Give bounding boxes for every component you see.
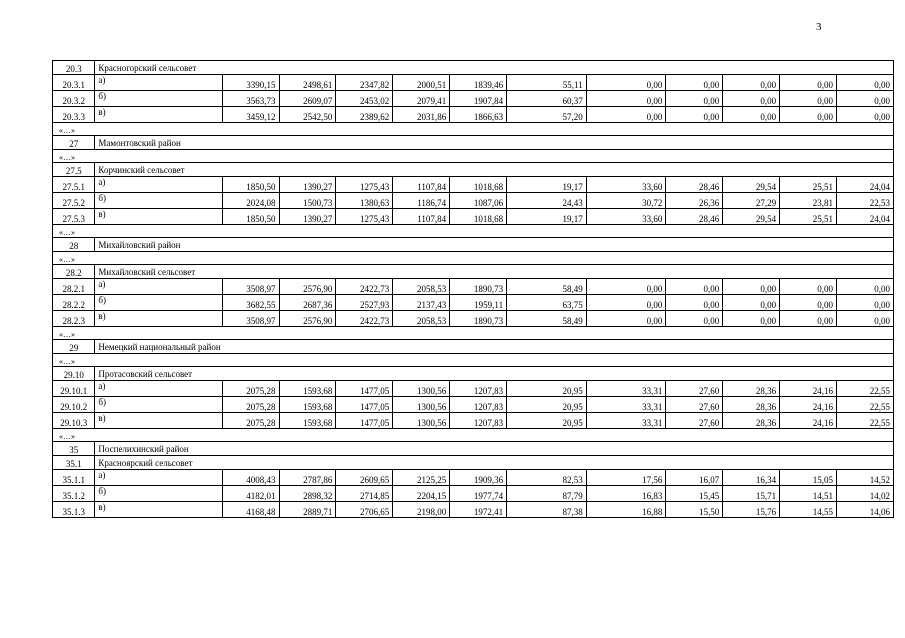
value-cell: 2422,73 [336,279,393,295]
value-cell: 33,31 [586,381,666,397]
value-cell: 3682,55 [222,295,279,311]
table-row [53,397,894,413]
value-cell: 26,36 [666,193,723,209]
value-cell: 1959,11 [450,295,507,311]
value-cell: 2527,93 [336,295,393,311]
value-cell: 19,17 [507,209,587,225]
section-name: Мамонтовский район [95,136,894,150]
value-cell: 1275,43 [336,209,393,225]
value-cell: 2000,51 [393,75,450,91]
section-code: 28 [53,238,95,252]
section-row [53,265,894,279]
omission-row [53,327,894,340]
value-cell: 1839,46 [450,75,507,91]
value-cell: 2706,65 [336,502,393,518]
section-code: 29.10 [53,367,95,381]
tariff-table [52,60,894,518]
row-code: 27.5.2 [53,193,95,209]
value-cell: 28,46 [666,209,723,225]
row-code: 20.3.3 [53,107,95,123]
value-cell: 14,06 [837,502,894,518]
row-code: 28.2.1 [53,279,95,295]
value-cell: 0,00 [723,107,780,123]
value-cell: 0,00 [586,107,666,123]
value-cell: 16,07 [666,470,723,486]
value-cell: 27,60 [666,413,723,429]
value-cell: 0,00 [586,279,666,295]
section-row [53,238,894,252]
section-name: Краснoярский сельсовет [95,456,894,470]
omission-marker: «…» [53,123,894,136]
value-cell: 28,36 [723,381,780,397]
value-cell: 63,75 [507,295,587,311]
section-row [53,367,894,381]
value-cell: 1907,84 [450,91,507,107]
value-cell: 1107,84 [393,209,450,225]
value-cell: 0,00 [837,91,894,107]
section-row [53,442,894,456]
value-cell: 28,36 [723,397,780,413]
value-cell: 29,54 [723,209,780,225]
omission-row [53,354,894,367]
value-cell: 1477,05 [336,397,393,413]
value-cell: 20,95 [507,413,587,429]
section-code: 35 [53,442,95,456]
value-cell: 0,00 [837,295,894,311]
row-code: 28.2.2 [53,295,95,311]
value-cell: 1380,63 [336,193,393,209]
value-cell: 2898,32 [279,486,336,502]
section-name: Корчинский сельсовет [95,163,894,177]
value-cell: 16,88 [586,502,666,518]
value-cell: 33,31 [586,397,666,413]
value-cell: 14,52 [837,470,894,486]
value-cell: 2058,53 [393,311,450,327]
value-cell: 14,02 [837,486,894,502]
section-name: Красногорский сельсовет [95,61,894,75]
value-cell: 1477,05 [336,413,393,429]
value-cell: 2498,61 [279,75,336,91]
value-cell: 58,49 [507,279,587,295]
section-name: Протасовский сельсовет [95,367,894,381]
value-cell: 2125,25 [393,470,450,486]
value-cell: 3508,97 [222,311,279,327]
table-row [53,311,894,327]
section-row [53,61,894,75]
value-cell: 1477,05 [336,381,393,397]
row-variant-label: б) [95,193,222,209]
value-cell: 24,16 [780,397,837,413]
row-variant-label: в) [95,107,222,123]
value-cell: 0,00 [666,279,723,295]
value-cell: 0,00 [837,75,894,91]
row-variant-label: в) [95,413,222,429]
value-cell: 2347,82 [336,75,393,91]
row-variant-label: в) [95,311,222,327]
section-name: Михайловский район [95,238,894,252]
value-cell: 1207,83 [450,397,507,413]
value-cell: 27,29 [723,193,780,209]
value-cell: 16,34 [723,470,780,486]
value-cell: 0,00 [666,311,723,327]
page-number: 3 [816,21,822,33]
omission-marker: «…» [53,150,894,163]
value-cell: 2787,86 [279,470,336,486]
value-cell: 3459,12 [222,107,279,123]
value-cell: 28,36 [723,413,780,429]
table-row [53,502,894,518]
value-cell: 22,55 [837,381,894,397]
omission-marker: «…» [53,327,894,340]
value-cell: 23,81 [780,193,837,209]
table-row [53,486,894,502]
value-cell: 1909,36 [450,470,507,486]
value-cell: 2075,28 [222,381,279,397]
value-cell: 4008,43 [222,470,279,486]
value-cell: 27,60 [666,381,723,397]
value-cell: 0,00 [586,75,666,91]
value-cell: 2542,50 [279,107,336,123]
row-code: 35.1.2 [53,486,95,502]
row-variant-label: а) [95,75,222,91]
value-cell: 0,00 [723,91,780,107]
section-name: Немецкий национальный район [95,340,894,354]
value-cell: 0,00 [666,91,723,107]
value-cell: 22,55 [837,413,894,429]
value-cell: 1186,74 [393,193,450,209]
row-variant-label: в) [95,209,222,225]
value-cell: 1850,50 [222,177,279,193]
value-cell: 2889,71 [279,502,336,518]
value-cell: 2075,28 [222,413,279,429]
value-cell: 1300,56 [393,397,450,413]
value-cell: 1300,56 [393,381,450,397]
section-code: 27 [53,136,95,150]
value-cell: 4168,48 [222,502,279,518]
value-cell: 1207,83 [450,413,507,429]
value-cell: 1018,68 [450,177,507,193]
row-code: 27.5.3 [53,209,95,225]
table-row [53,107,894,123]
value-cell: 1890,73 [450,311,507,327]
row-variant-label: б) [95,295,222,311]
value-cell: 0,00 [780,91,837,107]
value-cell: 1390,27 [279,177,336,193]
value-cell: 0,00 [666,107,723,123]
value-cell: 2079,41 [393,91,450,107]
value-cell: 22,55 [837,397,894,413]
value-cell: 1087,06 [450,193,507,209]
value-cell: 1275,43 [336,177,393,193]
value-cell: 1207,83 [450,381,507,397]
omission-row [53,150,894,163]
row-variant-label: а) [95,381,222,397]
value-cell: 24,04 [837,209,894,225]
value-cell: 15,05 [780,470,837,486]
row-code: 27.5.1 [53,177,95,193]
table-row [53,279,894,295]
table-row [53,295,894,311]
section-name: Михайловский сельсовет [95,265,894,279]
value-cell: 2075,28 [222,397,279,413]
row-code: 29.10.2 [53,397,95,413]
value-cell: 0,00 [586,311,666,327]
value-cell: 1500,73 [279,193,336,209]
value-cell: 0,00 [666,295,723,311]
table-row [53,177,894,193]
value-cell: 0,00 [586,295,666,311]
value-cell: 29,54 [723,177,780,193]
value-cell: 33,60 [586,209,666,225]
value-cell: 2024,08 [222,193,279,209]
value-cell: 2609,07 [279,91,336,107]
table-row [53,91,894,107]
value-cell: 0,00 [780,75,837,91]
section-row [53,456,894,470]
section-row [53,340,894,354]
value-cell: 1107,84 [393,177,450,193]
value-cell: 2198,00 [393,502,450,518]
table-body [53,61,894,518]
value-cell: 25,51 [780,209,837,225]
table-row [53,381,894,397]
omission-marker: «…» [53,429,894,442]
value-cell: 1972,41 [450,502,507,518]
value-cell: 0,00 [837,107,894,123]
value-cell: 1977,74 [450,486,507,502]
value-cell: 2389,62 [336,107,393,123]
section-row [53,136,894,150]
value-cell: 1593,68 [279,397,336,413]
value-cell: 87,79 [507,486,587,502]
value-cell: 14,55 [780,502,837,518]
value-cell: 58,49 [507,311,587,327]
value-cell: 1300,56 [393,413,450,429]
omission-row [53,225,894,238]
value-cell: 0,00 [837,311,894,327]
value-cell: 1390,27 [279,209,336,225]
value-cell: 0,00 [780,295,837,311]
value-cell: 24,16 [780,413,837,429]
row-code: 35.1.1 [53,470,95,486]
value-cell: 1018,68 [450,209,507,225]
value-cell: 24,43 [507,193,587,209]
value-cell: 0,00 [723,279,780,295]
value-cell: 0,00 [723,75,780,91]
row-code: 29.10.1 [53,381,95,397]
omission-row [53,252,894,265]
value-cell: 2609,65 [336,470,393,486]
value-cell: 33,31 [586,413,666,429]
value-cell: 2576,90 [279,311,336,327]
row-code: 28.2.3 [53,311,95,327]
value-cell: 24,16 [780,381,837,397]
value-cell: 30,72 [586,193,666,209]
row-code: 35.1.3 [53,502,95,518]
section-code: 27.5 [53,163,95,177]
section-code: 35.1 [53,456,95,470]
row-variant-label: б) [95,486,222,502]
value-cell: 15,71 [723,486,780,502]
omission-marker: «…» [53,225,894,238]
table-row [53,413,894,429]
value-cell: 19,17 [507,177,587,193]
section-row [53,163,894,177]
row-variant-label: а) [95,279,222,295]
value-cell: 24,04 [837,177,894,193]
row-code: 20.3.1 [53,75,95,91]
value-cell: 17,56 [586,470,666,486]
section-code: 29 [53,340,95,354]
row-code: 29.10.3 [53,413,95,429]
value-cell: 2576,90 [279,279,336,295]
table-row [53,470,894,486]
value-cell: 1593,68 [279,413,336,429]
value-cell: 3563,73 [222,91,279,107]
value-cell: 15,76 [723,502,780,518]
value-cell: 2687,36 [279,295,336,311]
row-code: 20.3.2 [53,91,95,107]
value-cell: 0,00 [723,295,780,311]
value-cell: 3508,97 [222,279,279,295]
value-cell: 0,00 [780,311,837,327]
omission-row [53,123,894,136]
omission-marker: «…» [53,354,894,367]
value-cell: 27,60 [666,397,723,413]
omission-row [53,429,894,442]
value-cell: 0,00 [837,279,894,295]
table-row [53,209,894,225]
omission-marker: «…» [53,252,894,265]
value-cell: 2714,85 [336,486,393,502]
value-cell: 0,00 [780,107,837,123]
value-cell: 0,00 [723,311,780,327]
value-cell: 1850,50 [222,209,279,225]
section-code: 20.3 [53,61,95,75]
value-cell: 2453,02 [336,91,393,107]
value-cell: 0,00 [586,91,666,107]
section-code: 28.2 [53,265,95,279]
section-name: Поспелихинский район [95,442,894,456]
value-cell: 2031,86 [393,107,450,123]
value-cell: 82,53 [507,470,587,486]
value-cell: 4182,01 [222,486,279,502]
value-cell: 57,20 [507,107,587,123]
value-cell: 0,00 [666,75,723,91]
value-cell: 25,51 [780,177,837,193]
value-cell: 0,00 [780,279,837,295]
value-cell: 55,11 [507,75,587,91]
value-cell: 2204,15 [393,486,450,502]
value-cell: 1890,73 [450,279,507,295]
value-cell: 14,51 [780,486,837,502]
value-cell: 2058,53 [393,279,450,295]
row-variant-label: в) [95,502,222,518]
value-cell: 1866,63 [450,107,507,123]
value-cell: 2422,73 [336,311,393,327]
row-variant-label: б) [95,397,222,413]
value-cell: 20,95 [507,381,587,397]
value-cell: 28,46 [666,177,723,193]
value-cell: 20,95 [507,397,587,413]
value-cell: 15,45 [666,486,723,502]
value-cell: 2137,43 [393,295,450,311]
value-cell: 16,83 [586,486,666,502]
value-cell: 33,60 [586,177,666,193]
row-variant-label: а) [95,470,222,486]
value-cell: 15,50 [666,502,723,518]
value-cell: 22,53 [837,193,894,209]
table-row [53,193,894,209]
value-cell: 3390,15 [222,75,279,91]
value-cell: 1593,68 [279,381,336,397]
value-cell: 87,38 [507,502,587,518]
value-cell: 60,37 [507,91,587,107]
row-variant-label: а) [95,177,222,193]
row-variant-label: б) [95,91,222,107]
table-row [53,75,894,91]
